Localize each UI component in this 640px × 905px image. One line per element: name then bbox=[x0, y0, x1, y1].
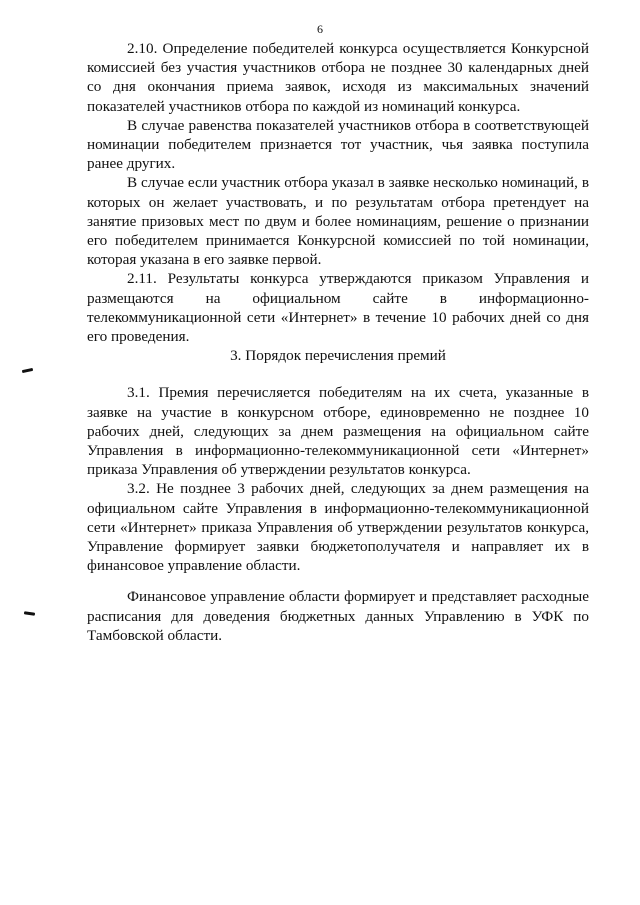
margin-punch-mark bbox=[22, 368, 33, 373]
page-number: 6 bbox=[317, 22, 323, 36]
paragraph-multiple-nominations: В случае если участник отбора указал в заявке несколько номинаций, в которых он желает участвовать, и по результатам отбора претендует на занятие призовых мест по двум и более номинациям, решение о признании его победителем принимается Конкурсной комиссией по той номинации, которая указана в его заявке первой. bbox=[87, 174, 589, 269]
paragraph-equal-scores: В случае равенства показателей участников отбора в соответствующей номинации победителем признается тот участник, чья заявка поступила ранее других. bbox=[87, 116, 589, 173]
paragraph-3-1: 3.1. Премия перечисляется победителям на их счета, указанные в заявке на участие в конкурсном отборе, единовременно не позднее 10 рабочих дней, следующих за днем размещения на официальном сайте Управления в информационно-телекоммуникационной сети «Интернет» приказа Управления об утверждении результатов конкурса. bbox=[87, 384, 589, 479]
paragraph-2-10: 2.10. Определение победителей конкурса осуществляется Конкурсной комиссией без участия участников отбора не позднее 30 календарных дней со дня окончания приема заявок, исходя из максимальных значений показателей участников отбора по каждой из номинаций конкурса. bbox=[87, 40, 589, 115]
paragraph-2-11: 2.11. Результаты конкурса утверждаются приказом Управления и размещаются на официальном сайте в информационно-телекоммуникационной сети «Интернет» в течение 10 рабочих дней со дня его проведения. bbox=[87, 270, 589, 346]
paragraph-financial-department: Финансовое управление области формирует и представляет расходные расписания для доведения бюджетных данных Управлению в УФК по Тамбовской области. bbox=[87, 588, 589, 644]
section-heading: 3. Порядок перечисления премий bbox=[230, 347, 446, 365]
document-body bbox=[87, 39, 589, 645]
margin-punch-mark bbox=[24, 611, 35, 616]
paragraph-3-2: 3.2. Не позднее 3 рабочих дней, следующих за днем размещения на официальном сайте Управления в информационно-телекоммуникационной сети «Интернет» приказа Управления об утверждении результатов конкурса, Управление формирует заявки бюджетополучателя и направляет их в финансовое управление области. bbox=[87, 480, 589, 575]
